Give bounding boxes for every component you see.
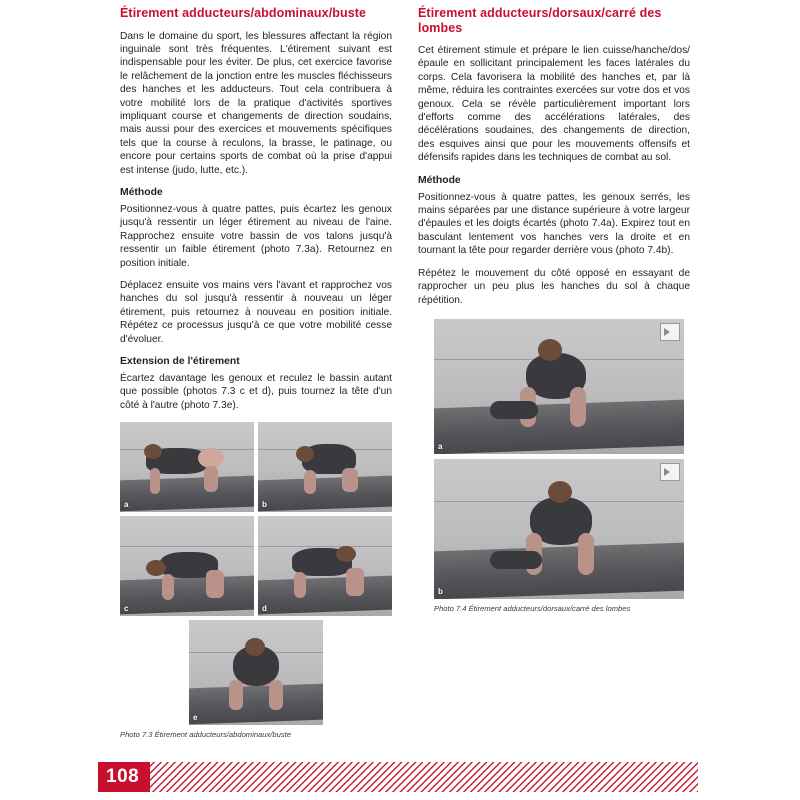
left-method-paragraph-2: Déplacez ensuite vos mains vers l'avant et rapprochez vos hanches du sol jusqu'à ressentir à nouveau un léger étirement, puis retournez à nouveau en position initiale. Répétez ce processus jusqu'à ce que votre mobilité cesse d'évoluer.	[120, 280, 392, 345]
exercise-mat	[258, 475, 392, 511]
left-column	[120, 6, 392, 740]
right-column	[418, 6, 690, 740]
photo-label: b	[438, 586, 443, 596]
photo-7-4-b	[434, 459, 684, 599]
left-method-heading: Méthode	[120, 186, 163, 198]
figure-leg	[204, 466, 218, 492]
right-intro-paragraph: Cet étirement stimule et prépare le lien cuisse/hanche/dos/épaule en sollicitant principalement les faces latérales du corps. Cela favorisera la mobilité des hanches et, par là même, réduira les contraintes exercées sur votre dos et vos genoux. Cela se révèle particulièrement important lors d'efforts comme des accélérations latérales, des décélérations soudaines, des changements de direction, des esquives ainsi que pour les mouvements offensifs et défensifs rapides dans les techniques de combat au sol.	[418, 45, 690, 164]
exercise-mat	[434, 399, 684, 454]
footer-hatch-pattern	[150, 762, 698, 792]
figure-arm	[304, 470, 316, 494]
right-method-paragraph-1: Positionnez-vous à quatre pattes, les genoux serrés, les mains séparées par une distance supérieure à votre largeur d'épaules et les doigts écartés (photo 7.4a). Expirez tout en basculant lentement vos hanches vers la droite et en tournant la tête pour regarder derrière vous (photo 7.4b).	[418, 191, 690, 257]
photo-7-3-e	[189, 620, 323, 725]
photo-label: e	[193, 713, 198, 723]
right-section-title: Étirement adducteurs/dorsaux/carré des lombes	[418, 6, 662, 35]
figure-leg	[206, 570, 224, 598]
figure-arm	[294, 572, 306, 598]
photo-label: c	[124, 604, 129, 614]
left-intro-paragraph: Dans le domaine du sport, les blessures affectant la région inguinale sont très fréquentes. L'étirement suivant est indispensable pour les éviter. De plus, cet exercice favorise le relâchement de la jonction entre les muscles fléchisseurs des hanches et les adducteurs. Tout cela contribuera à votre mobilité lors de la pratique d'activités sportives impliquant course et changements de direction soudains, mais aussi pour des exercices et mouvements spécifiques tels que la course à reculons, la brasse, le patinage, ou encore pour certains sports de combat où la prise d'appui est intense (judo, lutte, etc.).	[120, 30, 392, 176]
page-number-block	[98, 762, 150, 792]
figure-leg	[342, 468, 358, 492]
photo-label: d	[262, 604, 267, 614]
page-columns	[120, 6, 690, 740]
play-badge-icon	[660, 463, 680, 481]
photo-label: a	[438, 441, 443, 451]
left-photo-grid	[120, 422, 392, 725]
play-badge-icon	[660, 323, 680, 341]
page-footer	[98, 762, 698, 792]
figure-leg	[346, 568, 364, 596]
figure-arm-right	[578, 533, 594, 575]
page-number: 108	[106, 766, 140, 787]
right-photo-group	[418, 319, 690, 614]
photo-7-3-d	[258, 516, 392, 616]
left-photo-caption: Photo 7.3 Étirement adducteurs/abdominaux/buste	[120, 730, 291, 740]
photo-7-4-a	[434, 319, 684, 454]
exercise-mat	[120, 576, 254, 615]
figure-leg	[490, 551, 542, 569]
right-photo-caption: Photo 7.4 Étirement adducteurs/dorsaux/carré des lombes	[434, 603, 631, 613]
figure-arm-right	[570, 387, 586, 427]
left-section-title: Étirement adducteurs/abdominaux/buste	[120, 6, 367, 20]
right-method-heading: Méthode	[418, 174, 461, 186]
figure-arm	[162, 574, 174, 600]
exercise-mat	[189, 683, 323, 724]
figure-head	[548, 481, 572, 503]
figure-leg	[269, 680, 283, 710]
exercise-mat	[258, 576, 392, 615]
photo-label: b	[262, 500, 267, 510]
figure-head	[538, 339, 562, 361]
wall-line	[258, 546, 392, 547]
figure-leg	[490, 401, 538, 419]
left-extension-heading: Extension de l'étirement	[120, 356, 240, 368]
exercise-mat	[434, 542, 684, 598]
figure-arm	[150, 468, 160, 494]
left-extension-paragraph: Écartez davantage les genoux et reculez le bassin autant que possible (photos 7.3 c et d), puis tournez la tête d'un côté à l'autre (photo 7.3e).	[120, 373, 392, 411]
wall-line	[120, 546, 254, 547]
right-method-paragraph-2: Répétez le mouvement du côté opposé en essayant de rapprocher un peu plus les hanches du sol à chaque répétition.	[418, 267, 690, 306]
figure-arm	[229, 680, 243, 710]
photo-7-3-a	[120, 422, 254, 512]
exercise-mat	[120, 475, 254, 511]
photo-7-3-b	[258, 422, 392, 512]
photo-label: a	[124, 500, 129, 510]
left-method-paragraph-1: Positionnez-vous à quatre pattes, puis écartez les genoux jusqu'à ressentir un léger étirement au niveau de l'aine. Rapprochez ensuite votre bassin de vos talons jusqu'à ressentir un faible étirement (photo 7.3a). Retournez en position initiale.	[120, 203, 392, 269]
photo-7-3-c	[120, 516, 254, 616]
